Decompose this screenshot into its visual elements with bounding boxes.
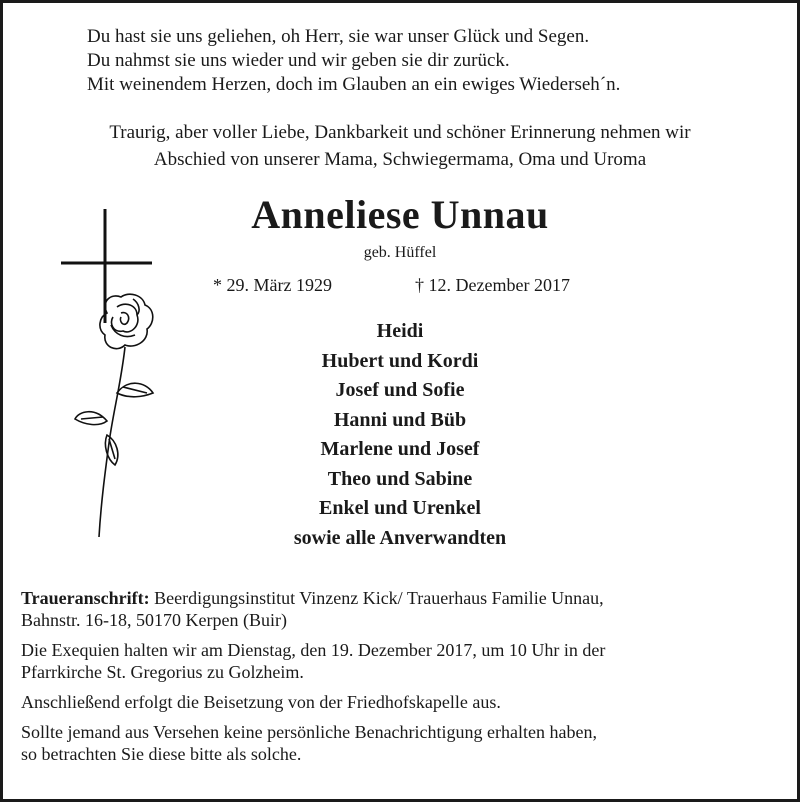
service-line: Pfarrkirche St. Gregorius zu Golzheim. bbox=[21, 662, 304, 682]
mourner: Marlene und Josef bbox=[320, 438, 480, 460]
mourner: sowie alle Anverwandten bbox=[293, 526, 507, 549]
poem-line: Mit weinendem Herzen, doch im Glauben an ein ewiges Wiederseh´n. bbox=[87, 74, 621, 95]
mourner: Theo und Sabine bbox=[327, 467, 473, 490]
address-line: Beerdigungsinstitut Vinzenz Kick/ Trauerhaus Familie Unnau, bbox=[149, 588, 604, 608]
mourner: Hubert und Kordi bbox=[321, 349, 479, 372]
birth-date: * 29. März 1929 bbox=[213, 275, 332, 295]
mourner: Hanni und Büb bbox=[333, 408, 467, 431]
note-line: so betrachten Sie diese bitte als solche. bbox=[21, 744, 302, 764]
mourners-list bbox=[3, 317, 797, 553]
mourner: Enkel und Urenkel bbox=[319, 497, 481, 519]
poem-line: Du hast sie uns geliehen, oh Herr, sie war unser Glück und Segen. bbox=[87, 26, 590, 47]
note-line: Sollte jemand aus Versehen keine persönliche Benachrichtigung erhalten haben, bbox=[21, 722, 597, 742]
poem bbox=[87, 25, 620, 97]
notification-note bbox=[21, 721, 779, 765]
poem-line: Du nahmst sie uns wieder und wir geben sie dir zurück. bbox=[87, 50, 510, 71]
address-label: Traueranschrift: bbox=[21, 588, 150, 608]
mourning-address bbox=[21, 587, 779, 631]
intro-line: Traurig, aber voller Liebe, Dankbarkeit und schöner Erinnerung nehmen wir bbox=[109, 122, 691, 143]
service-info bbox=[21, 639, 779, 683]
footer-info bbox=[21, 587, 779, 773]
deceased-name: Anneliese Unnau bbox=[251, 192, 549, 237]
death-date: † 12. Dezember 2017 bbox=[415, 275, 570, 295]
burial-info: Anschließend erfolgt die Beisetzung von der Friedhofskapelle aus. bbox=[21, 692, 501, 712]
intro-line: Abschied von unserer Mama, Schwiegermama, Oma und Uroma bbox=[153, 149, 647, 170]
mourner: Heidi bbox=[376, 320, 424, 342]
mourner: Josef und Sofie bbox=[335, 379, 465, 401]
intro-text bbox=[3, 119, 797, 173]
birth-name: geb. Hüffel bbox=[363, 244, 437, 261]
address-line: Bahnstr. 16-18, 50170 Kerpen (Buir) bbox=[21, 610, 287, 630]
service-line: Die Exequien halten wir am Dienstag, den 19. Dezember 2017, um 10 Uhr in der bbox=[21, 640, 606, 660]
